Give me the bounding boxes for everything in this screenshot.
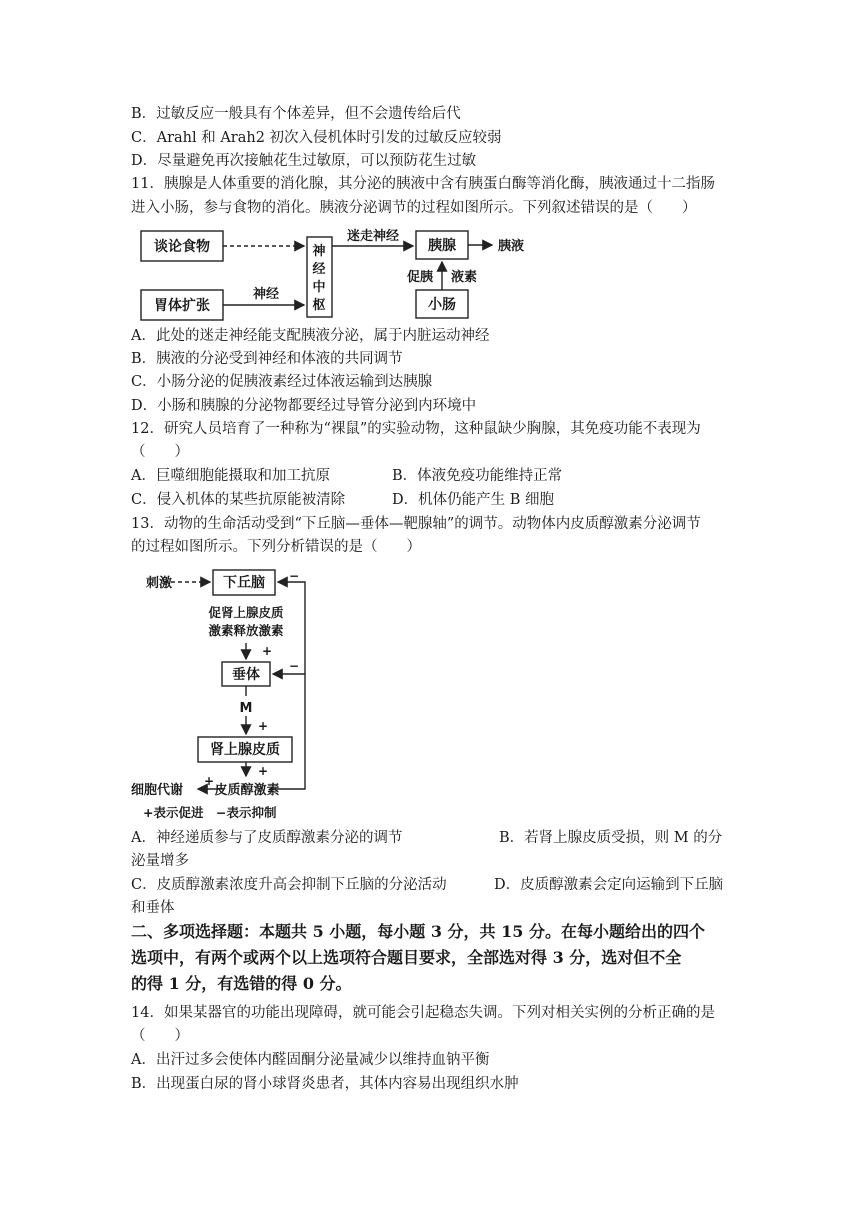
q12-stem-line2: （ ）	[131, 444, 189, 460]
label-vagus: 迷走神经	[346, 229, 400, 244]
label-hormone-right: 液素	[450, 270, 478, 285]
q12-option-b: B．体液免疫功能维持正常	[392, 468, 563, 484]
q13-option-c: C．皮质醇激素浓度升高会抑制下丘脑的分泌活动	[131, 877, 447, 893]
label-center-2: 经	[312, 262, 326, 277]
label-cortisol: 皮质醇激素	[214, 783, 280, 798]
label-hormone-left: 促胰	[406, 270, 434, 285]
q11-option-d: D．小肠和胰腺的分泌物都要经过导管分泌到内环境中	[131, 398, 477, 414]
label-minus-2: −	[289, 659, 300, 673]
label-center-1: 神	[312, 244, 326, 259]
label-stomach: 胃体扩张	[154, 298, 210, 314]
label-adrenal: 肾上腺皮质	[210, 742, 280, 758]
label-crh-1: 促肾上腺皮质	[208, 605, 284, 620]
label-legend: +表示促进 −表示抑制	[143, 805, 277, 820]
label-plus-2: +	[258, 719, 269, 733]
label-nerve: 神经	[252, 287, 280, 302]
label-minus-1: −	[289, 569, 300, 583]
q11-stem-line1: 11．胰腺是人体重要的消化腺，其分泌的胰液中含有胰蛋白酶等消化酶，胰液通过十二指肠	[131, 176, 715, 192]
label-plus-1: +	[262, 644, 273, 658]
label-hypothalamus: 下丘脑	[223, 575, 265, 591]
q10-option-c: C．Arahl 和 Arah2 初次入侵机体时引发的过敏反应较弱	[131, 130, 502, 146]
q12-option-a: A．巨噬细胞能摄取和加工抗原	[131, 468, 330, 484]
q11-option-a: A．此处的迷走神经能支配胰液分泌，属于内脏运动神经	[131, 328, 490, 344]
q11-stem-line2: 进入小肠，参与食物的消化。胰液分泌调节的过程如图所示。下列叙述错误的是（ ）	[131, 200, 697, 216]
label-metabolism: 细胞代谢	[131, 783, 184, 798]
section2-line3: 的得 1 分，有选错的得 0 分。	[131, 974, 352, 993]
q12-stem-line1: 12．研究人员培育了一种称为“裸鼠”的实验动物，这种鼠缺少胸腺，其免疫功能不表现为	[131, 421, 701, 437]
section2-line2: 选项中，有两个或两个以上选项符合题目要求，全部选对得 3 分，选对但不全	[131, 948, 682, 967]
label-plus-3: +	[258, 764, 269, 778]
q13-stem-line1: 13．动物的生命活动受到“下丘脑—垂体—靶腺轴”的调节。动物体内皮质醇激素分泌调节	[131, 516, 701, 532]
label-pituitary: 垂体	[232, 667, 260, 683]
q12-option-c: C．侵入机体的某些抗原能被清除	[131, 492, 346, 508]
label-intestine: 小肠	[428, 297, 456, 313]
label-center-4: 枢	[312, 298, 326, 313]
q14-stem-line2: （ ）	[131, 1028, 189, 1044]
q14-stem-line1: 14．如果某器官的功能出现障碍，就可能会引起稳态失调。下列对相关实例的分析正确的是	[131, 1005, 715, 1021]
q11-option-b: B．胰液的分泌受到神经和体液的共同调节	[131, 351, 403, 367]
label-plus-4: +	[204, 774, 215, 788]
q10-option-b: B．过敏反应一般具有个体差异，但不会遗传给后代	[131, 106, 461, 122]
q13-stem-line2: 的过程如图所示。下列分析错误的是（ ）	[131, 539, 421, 555]
label-center-3: 中	[312, 280, 326, 295]
label-pancreas: 胰腺	[428, 238, 456, 254]
label-juice: 胰液	[497, 239, 525, 254]
q13-option-d-line1: D．皮质醇激素会定向运输到下丘脑	[494, 877, 724, 893]
section2-line1: 二、多项选择题：本题共 5 小题，每小题 3 分，共 15 分。在每小题给出的四个	[131, 922, 705, 941]
q13-option-a: A．神经递质参与了皮质醇激素分泌的调节	[131, 830, 403, 846]
q13-option-b-line1: B．若肾上腺皮质受损，则 M 的分	[499, 830, 723, 846]
label-food-talk: 谈论食物	[154, 239, 210, 255]
q13-option-b-line2: 泌量增多	[131, 853, 189, 869]
q11-option-c: C．小肠分泌的促胰液素经过体液运输到达胰腺	[131, 374, 433, 390]
q13-option-d-line2: 和垂体	[131, 900, 175, 916]
label-crh-2: 激素释放激素	[208, 623, 284, 638]
q14-option-b: B．出现蛋白尿的肾小球肾炎患者，其体内容易出现组织水肿	[131, 1076, 519, 1092]
q10-option-d: D．尽量避免再次接触花生过敏原，可以预防花生过敏	[131, 153, 477, 169]
q14-option-a: A．出汗过多会使体内醛固酮分泌量减少以维持血钠平衡	[131, 1052, 490, 1068]
label-stimulus: 刺激	[146, 576, 173, 591]
q12-option-d: D．机体仍能产生 B 细胞	[392, 492, 554, 508]
label-m: M	[239, 701, 253, 716]
